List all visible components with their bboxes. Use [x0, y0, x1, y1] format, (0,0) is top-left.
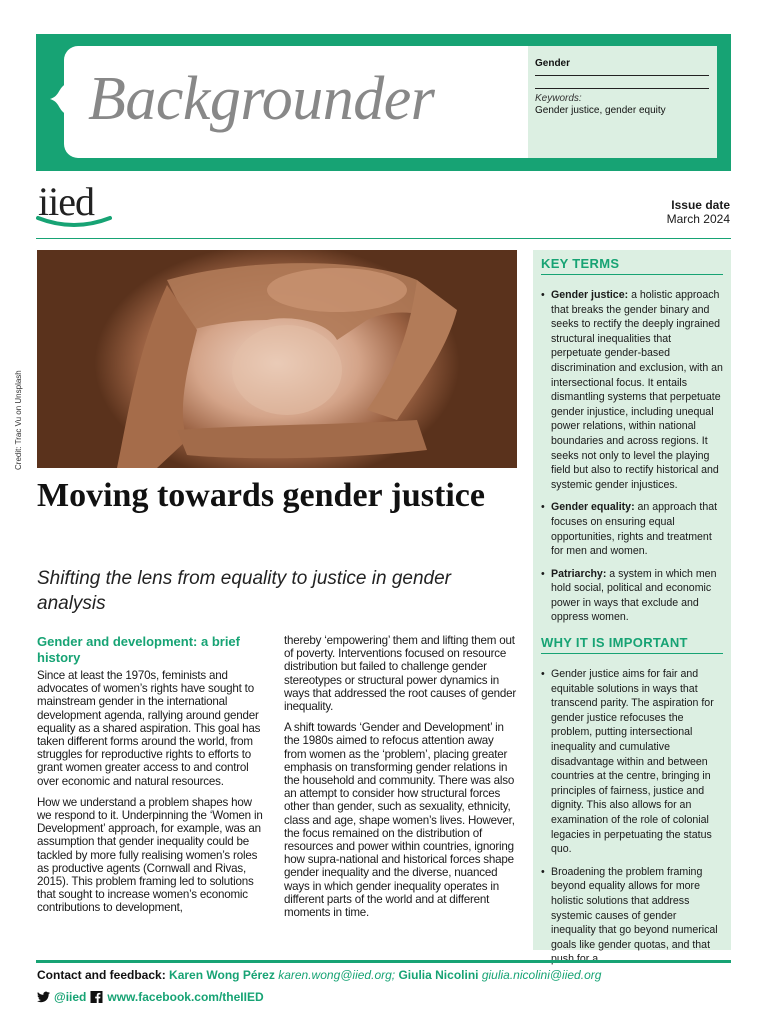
contact-line [37, 968, 601, 982]
keywords-label: Keywords: [535, 88, 709, 104]
topic-label: Gender [535, 58, 709, 76]
key-term-item [541, 500, 723, 558]
article-subtitle: Shifting the lens from equality to justice in gender analysis [37, 568, 452, 614]
why-item: • Gender justice aims for fair and equitable solutions in ways that transcend parity. The aspiration for gender justice refocuses the problem, putting intersectional inequality and cumulative disadvantage within and between countries at the centre, bringing in principles of fairness, justice and dignity. This also allows for an examination of the role of colonial legacies in perpetuating the status quo. [541, 667, 723, 857]
photo-credit: Credit: Trac Vu on Unsplash [14, 370, 23, 470]
body-paragraph: thereby ‘empowering’ them and lifting them out of poverty. Interventions focused on resource distribution but failed to challenge gender stereotypes or structural power dynamics in ways that addressed the root causes of gender inequality. [284, 634, 517, 714]
why-item: • Broadening the problem framing beyond equality allows for more holistic solutions that address systemic causes of gender inequality that go beyond numerical goals like gender quotas, and that [541, 865, 723, 967]
issue-date-label: Issue date [671, 198, 730, 212]
topic-panel [528, 46, 717, 158]
key-term-definition: a system in which men hold social, political and economic power in ways that exclude and oppress women. [551, 567, 717, 624]
key-term-name: Patriarchy: [551, 567, 607, 580]
body-column-1 [37, 634, 269, 923]
contact-email-2[interactable]: giulia.nicolini@iied.org [481, 968, 602, 982]
contact-email-1[interactable]: karen.wong@iied.org; [278, 968, 396, 982]
contact-name-2: Giulia Nicolini [398, 968, 479, 982]
key-term-definition: an approach that focuses on ensuring equal opportunities, rights and treatment for men and women. [551, 501, 718, 558]
key-term-name: Gender equality: [551, 501, 635, 514]
key-term-definition: a holistic approach that breaks the gender binary and seeks to rectify the deeply ingrained structural inequalities that perpetuate gender-based discrimination and exclusion, with an intersectional focus. It entails dismantling systems that perpetuate gender injustice, including unequal power relations, within national boundaries and across regions. It seeks not only to level the playing field but also to rectify historical and systemic gender injustices. [551, 289, 723, 491]
logo-swoosh-icon [36, 212, 112, 230]
why-important-list [541, 667, 723, 967]
key-term-name: Gender justice: [551, 289, 629, 301]
key-terms-list [541, 288, 723, 625]
facebook-link[interactable]: www.facebook.com/theIIED [107, 990, 264, 1004]
hands-frame-illustration [37, 250, 517, 468]
key-term-item [541, 567, 723, 625]
body-paragraph: A shift towards ‘Gender and Development’ in the 1980s aimed to refocus attention away from women as the ‘problem’, placing greater emphasis on transforming gender relations in the household and community. There was also an attempt to consider how structural forces other than gender, such as sexuality, ethnicity, class and age, shape women’s lives. However, the focus remained on the distribution of resources and power within countries, ignoring how supra-national and historical forces shape gender inequality and the diverse, nuanced ways in which gender inequality operates in different parts of the world and at different moments in time. [284, 721, 515, 920]
series-title: Backgrounder [88, 65, 435, 133]
key-term-item [541, 288, 723, 492]
issue-date-block [667, 198, 730, 226]
twitter-link[interactable]: @iied [54, 990, 87, 1004]
contact-name-1: Karen Wong Pérez [169, 968, 275, 982]
footer-divider [36, 960, 731, 963]
facebook-icon [90, 991, 103, 1003]
why-important-heading: WHY IT IS IMPORTANT [541, 633, 723, 654]
header-divider [36, 238, 731, 239]
key-terms-sidebar [533, 250, 731, 950]
keywords-value: Gender justice, gender equity [535, 105, 666, 116]
iied-logo: iied [38, 179, 94, 224]
issue-date-value: March 2024 [666, 212, 730, 226]
key-terms-heading: KEY TERMS [541, 254, 723, 275]
hero-photo [37, 250, 517, 468]
article-title: Moving towards gender justice [37, 477, 485, 514]
body-paragraph: Since at least the 1970s, feminists and advocates of women’s rights have sought to mainstream gender in the international development agenda, rallying around gender equality as a shared aspiration. This goal has taken different forms around the world, from struggles for reproductive rights to efforts to grant women greater access to and control over economic and natural resources. [37, 669, 261, 788]
body-paragraph: How we understand a problem shapes how we respond to it. Underpinning the ‘Women in Development’ approach, for example, was an assumption that gender inequality could be tackled by more fully realising women’s roles as productive agents (Cornwall and Rivas, 2015). This problem framing led to solutions that sought to increase women’s economic contributions to development, [37, 795, 263, 915]
contact-label: Contact and feedback: [37, 968, 166, 982]
social-links [37, 990, 264, 1004]
twitter-icon [37, 991, 50, 1003]
section-heading: Gender and development: a brief history [37, 634, 240, 665]
body-column-2 [284, 634, 519, 927]
